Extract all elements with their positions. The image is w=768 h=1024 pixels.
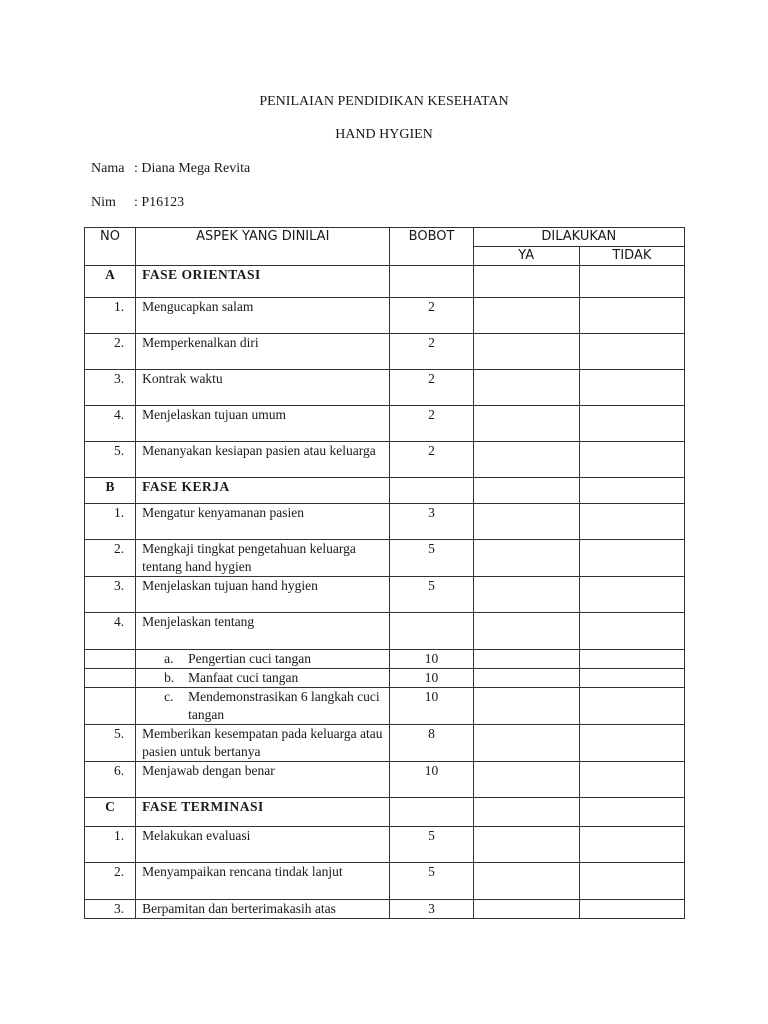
item-number: 2.: [85, 863, 136, 900]
not-done-cell[interactable]: [579, 540, 684, 577]
item-aspect: Menjelaskan tentang: [136, 613, 390, 650]
section-title: FASE TERMINASI: [136, 798, 390, 827]
sub-item: [136, 650, 390, 669]
document-title: PENILAIAN PENDIDIKAN KESEHATAN: [259, 94, 509, 109]
table-row: [85, 370, 685, 406]
yes-cell[interactable]: [473, 266, 579, 298]
sub-item-text: Pengertian cuci tangan: [188, 651, 312, 666]
not-done-cell[interactable]: [579, 688, 684, 725]
table-row: [85, 442, 685, 478]
item-weight: 10: [390, 762, 473, 798]
sub-item-wrap: [136, 669, 389, 687]
not-done-cell[interactable]: [579, 504, 684, 540]
section-weight-cell: [390, 266, 473, 298]
item-aspect: Menyampaikan rencana tindak lanjut: [136, 863, 390, 900]
name-value: : Diana Mega Revita: [134, 161, 251, 176]
document-subtitle: HAND HYGIEN: [335, 127, 433, 142]
not-done-cell[interactable]: [579, 650, 684, 669]
table-row: [85, 669, 685, 688]
not-done-cell[interactable]: [579, 266, 684, 298]
student-nim-line: [91, 195, 184, 211]
sub-item-text: Mendemonstrasikan 6 langkah cuci tangan: [188, 689, 380, 722]
section-code: B: [85, 478, 136, 504]
header-yes: YA: [473, 247, 579, 266]
table-row: [85, 827, 685, 863]
not-done-cell[interactable]: [579, 900, 684, 919]
item-number: 1.: [85, 504, 136, 540]
item-weight: 10: [390, 669, 473, 688]
sub-item-wrap: [136, 688, 389, 724]
header-weight: BOBOT: [390, 228, 473, 266]
item-aspect: Menjelaskan tujuan hand hygien: [136, 577, 390, 613]
item-weight: 5: [390, 577, 473, 613]
not-done-cell[interactable]: [579, 863, 684, 900]
section-code: C: [85, 798, 136, 827]
not-done-cell[interactable]: [579, 478, 684, 504]
nim-value: : P16123: [134, 195, 185, 210]
item-number: 3.: [85, 370, 136, 406]
yes-cell[interactable]: [473, 370, 579, 406]
not-done-cell[interactable]: [579, 406, 684, 442]
section-title: FASE ORIENTASI: [136, 266, 390, 298]
sub-item-wrap: [136, 650, 389, 668]
section-weight-cell: [390, 478, 473, 504]
header-done: DILAKUKAN: [473, 228, 684, 247]
yes-cell[interactable]: [473, 442, 579, 478]
item-number: 5.: [85, 442, 136, 478]
item-number: 3.: [85, 577, 136, 613]
yes-cell[interactable]: [473, 334, 579, 370]
table-row: [85, 725, 685, 762]
student-name-line: [91, 161, 250, 177]
yes-cell[interactable]: [473, 613, 579, 650]
yes-cell[interactable]: [473, 478, 579, 504]
item-number: 5.: [85, 725, 136, 762]
item-weight: [390, 613, 473, 650]
not-done-cell[interactable]: [579, 669, 684, 688]
header-not-done: TIDAK: [579, 247, 684, 266]
yes-cell[interactable]: [473, 798, 579, 827]
item-weight: 2: [390, 442, 473, 478]
yes-cell[interactable]: [473, 863, 579, 900]
yes-cell[interactable]: [473, 762, 579, 798]
name-label: Nama: [91, 161, 125, 176]
yes-cell[interactable]: [473, 688, 579, 725]
item-weight: 10: [390, 650, 473, 669]
item-aspect: Melakukan evaluasi: [136, 827, 390, 863]
not-done-cell[interactable]: [579, 762, 684, 798]
table-row: [85, 504, 685, 540]
yes-cell[interactable]: [473, 504, 579, 540]
not-done-cell[interactable]: [579, 334, 684, 370]
section-code: A: [85, 266, 136, 298]
yes-cell[interactable]: [473, 827, 579, 863]
item-aspect: Menjelaskan tujuan umum: [136, 406, 390, 442]
item-aspect: Mengucapkan salam: [136, 298, 390, 334]
item-number: 3.: [85, 900, 136, 919]
table-row: [85, 406, 685, 442]
table-row: [85, 613, 685, 650]
table-row: [85, 298, 685, 334]
item-number: 4.: [85, 613, 136, 650]
yes-cell[interactable]: [473, 725, 579, 762]
item-weight: 2: [390, 298, 473, 334]
item-aspect: Menjawab dengan benar: [136, 762, 390, 798]
item-aspect: Berpamitan dan berterimakasih atas: [136, 900, 390, 919]
item-number: [85, 669, 136, 688]
section-row: [85, 478, 685, 504]
item-weight: 2: [390, 370, 473, 406]
item-weight: 3: [390, 900, 473, 919]
nim-label: Nim: [91, 195, 116, 210]
item-weight: 10: [390, 688, 473, 725]
yes-cell[interactable]: [473, 406, 579, 442]
item-weight: 2: [390, 406, 473, 442]
sub-item: [136, 669, 390, 688]
item-weight: 8: [390, 725, 473, 762]
item-aspect: Mengkaji tingkat pengetahuan keluarga tentang hand hygien: [136, 540, 390, 577]
yes-cell[interactable]: [473, 298, 579, 334]
sub-item: [136, 688, 390, 725]
sub-item-marker: a.: [164, 651, 174, 666]
item-number: 2.: [85, 540, 136, 577]
item-weight: 5: [390, 863, 473, 900]
item-weight: 3: [390, 504, 473, 540]
not-done-cell[interactable]: [579, 370, 684, 406]
item-number: 4.: [85, 406, 136, 442]
item-aspect: Memperkenalkan diri: [136, 334, 390, 370]
section-row: [85, 266, 685, 298]
table-row: [85, 688, 685, 725]
table-row: [85, 540, 685, 577]
item-aspect: Mengatur kenyamanan pasien: [136, 504, 390, 540]
item-number: 6.: [85, 762, 136, 798]
sub-item-marker: c.: [164, 689, 174, 704]
sub-item-text: Manfaat cuci tangan: [188, 670, 299, 685]
yes-cell[interactable]: [473, 577, 579, 613]
item-aspect: Menanyakan kesiapan pasien atau keluarga: [136, 442, 390, 478]
item-number: 2.: [85, 334, 136, 370]
item-number: 1.: [85, 298, 136, 334]
header-no: NO: [85, 228, 136, 266]
not-done-cell[interactable]: [579, 827, 684, 863]
item-weight: 5: [390, 540, 473, 577]
table-row: [85, 334, 685, 370]
item-number: [85, 650, 136, 669]
header-row: [85, 228, 685, 247]
yes-cell[interactable]: [473, 650, 579, 669]
header-aspect: ASPEK YANG DINILAI: [136, 228, 390, 266]
not-done-cell[interactable]: [579, 725, 684, 762]
not-done-cell[interactable]: [579, 298, 684, 334]
item-number: 1.: [85, 827, 136, 863]
section-weight-cell: [390, 798, 473, 827]
not-done-cell[interactable]: [579, 577, 684, 613]
sub-item-marker: b.: [164, 670, 175, 685]
item-weight: 5: [390, 827, 473, 863]
yes-cell[interactable]: [473, 900, 579, 919]
not-done-cell[interactable]: [579, 613, 684, 650]
table-row: [85, 650, 685, 669]
not-done-cell[interactable]: [579, 798, 684, 827]
item-weight: 2: [390, 334, 473, 370]
table-row: [85, 863, 685, 900]
assessment-table: [84, 227, 685, 919]
table-row: [85, 900, 685, 919]
item-aspect: Memberikan kesempatan pada keluarga atau pasien untuk bertanya: [136, 725, 390, 762]
section-row: [85, 798, 685, 827]
not-done-cell[interactable]: [579, 442, 684, 478]
table-row: [85, 577, 685, 613]
table-row: [85, 762, 685, 798]
yes-cell[interactable]: [473, 669, 579, 688]
section-title: FASE KERJA: [136, 478, 390, 504]
item-number: [85, 688, 136, 725]
yes-cell[interactable]: [473, 540, 579, 577]
item-aspect: Kontrak waktu: [136, 370, 390, 406]
